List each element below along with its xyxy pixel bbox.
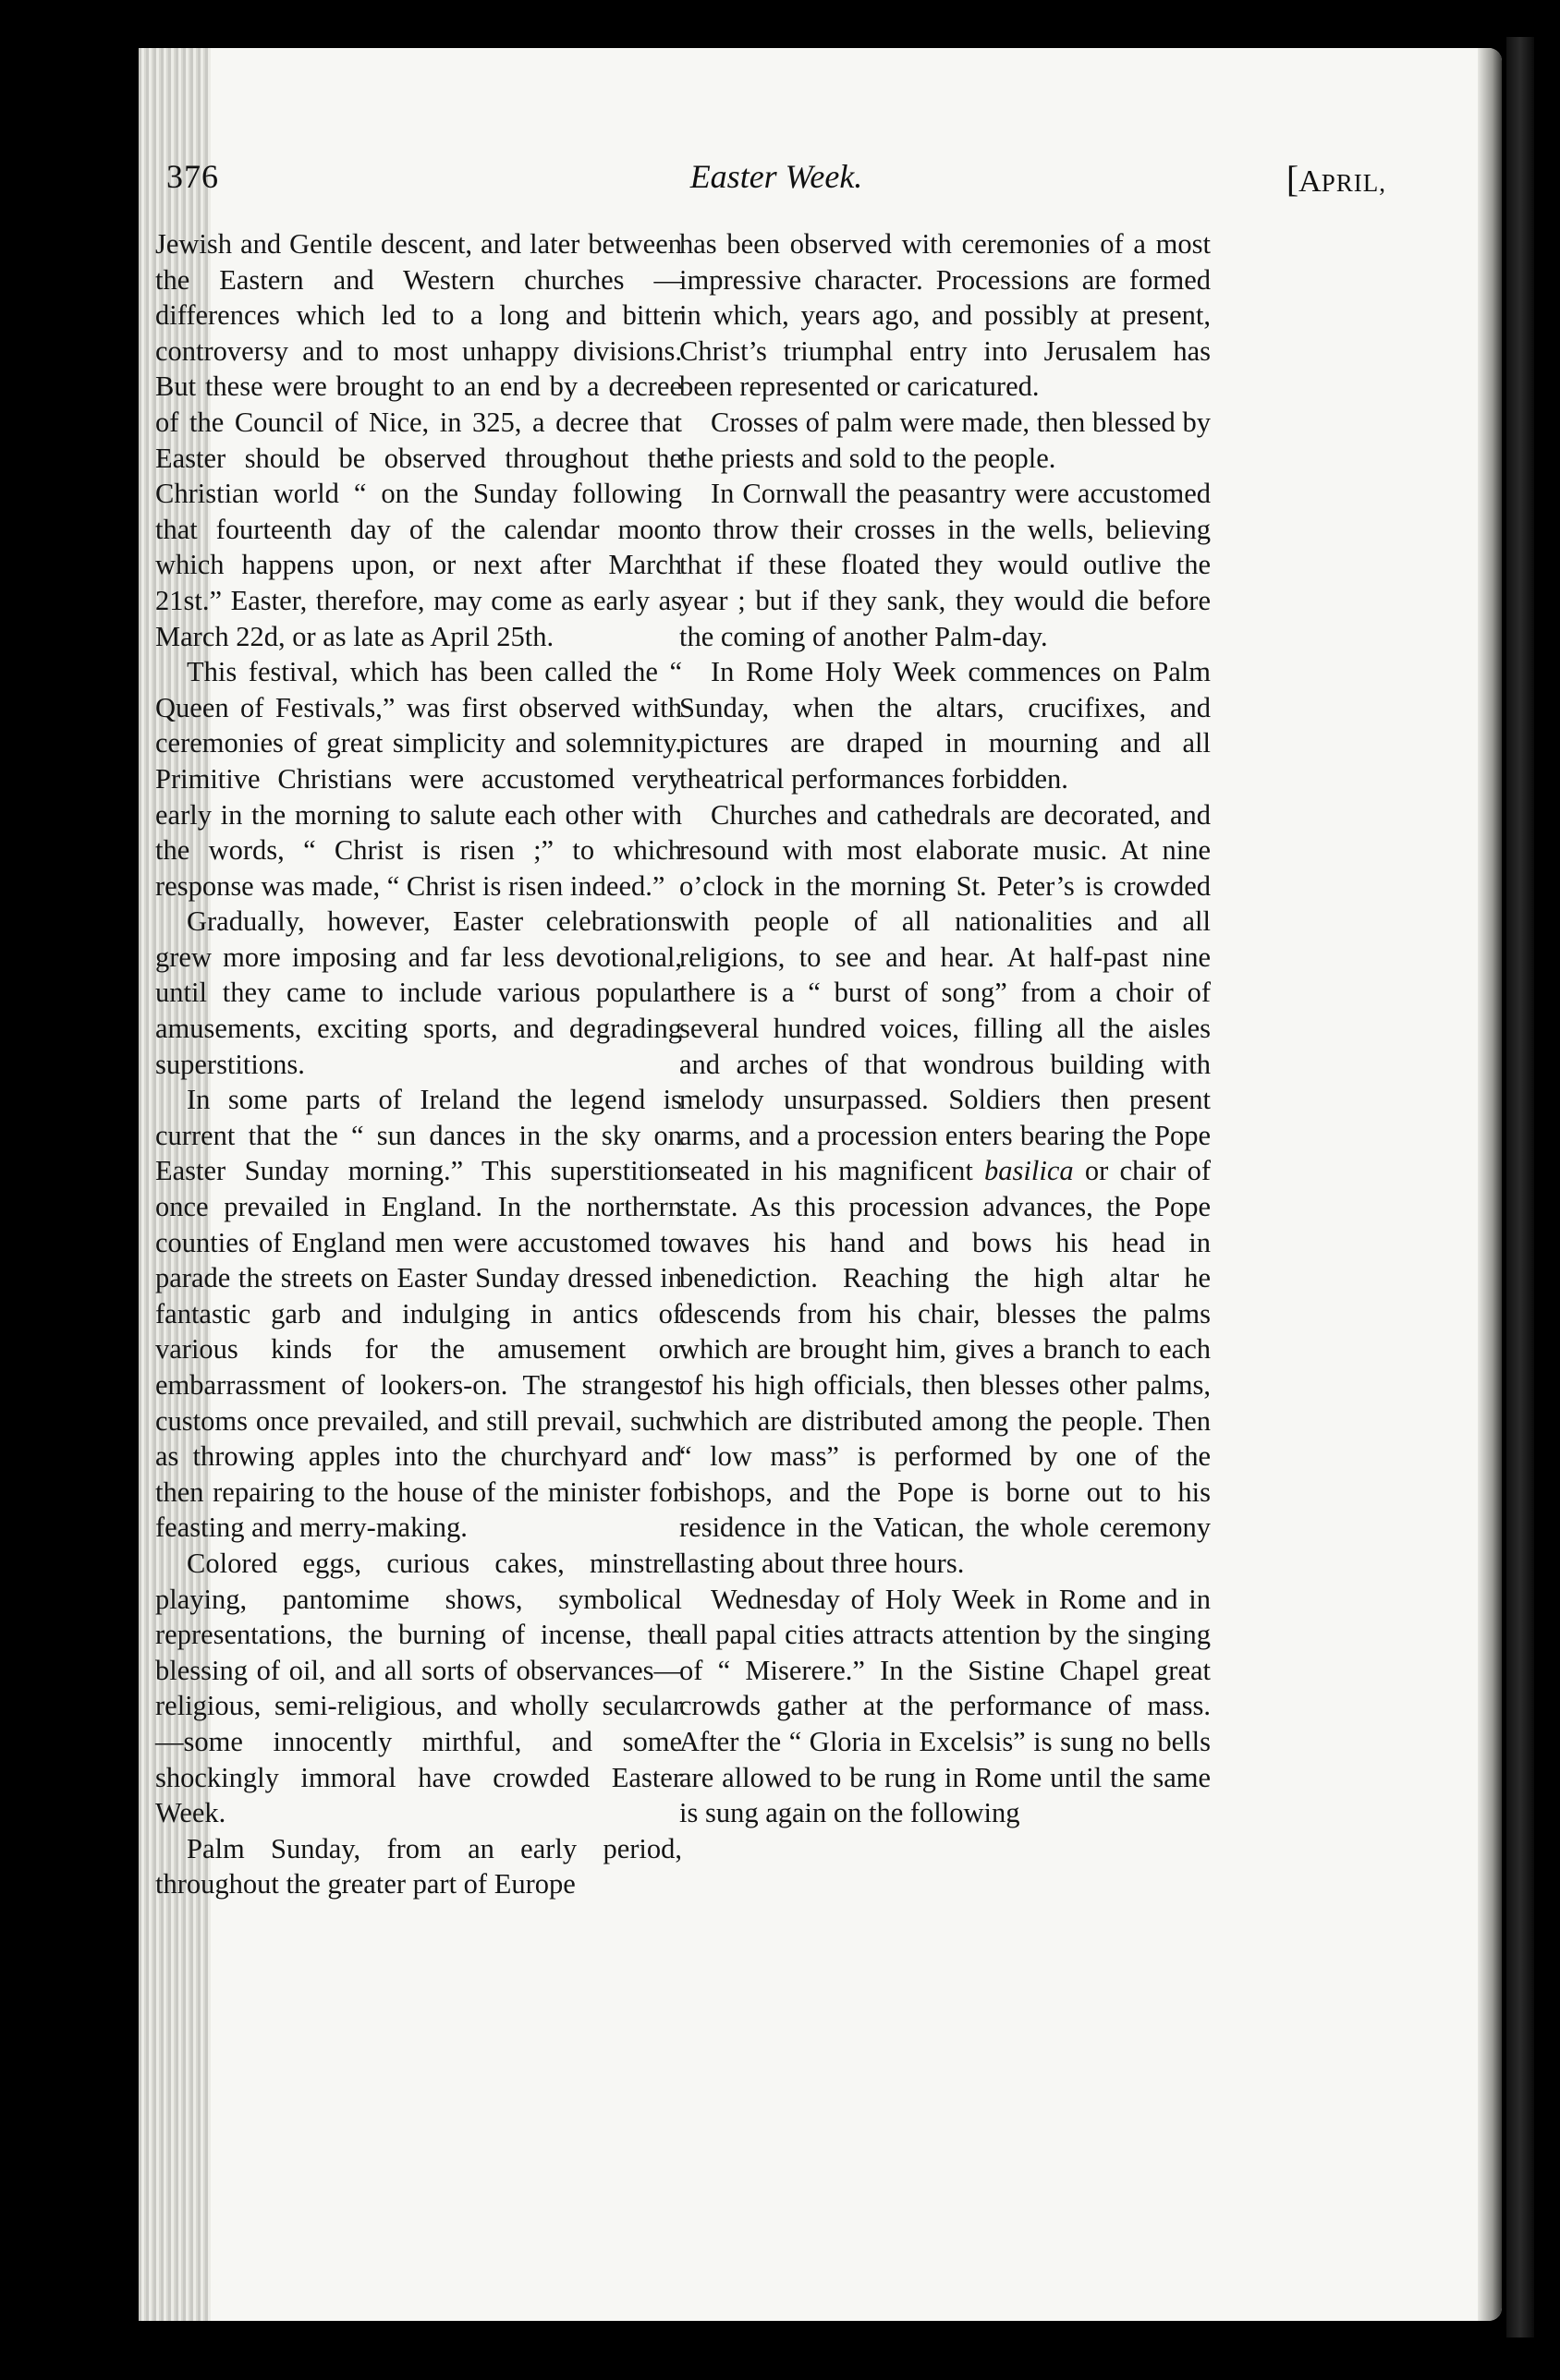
running-date-initial: A	[1298, 164, 1322, 199]
book-spine	[1506, 37, 1534, 2338]
italic-term: basilica	[984, 1155, 1074, 1187]
page-number: 376	[166, 158, 219, 195]
paragraph-text: or chair of state. As this procession advances, the Pope waves his hand and bows his head in benediction. Reaching the high altar he descends from his chair, blesses the palms which are brought him, gives a branch to each of his high officials, then blesses other palms, which are distributed among the people. Then “ low mass” is performed by one of the bishops, and the Pope is borne out to his residence in the Vatican, the whole ceremony lasting about three hours.	[679, 1155, 1212, 1579]
paragraph: Gradually, however, Easter celebrations grew more imposing and far less devotional, until they came to include various popular amusements, exciting sports, and degrading superstitions.	[155, 905, 682, 1080]
paragraph: In Rome Holy Week commences on Palm Sunday, when the altars, crucifixes, and pictures are draped in mourning and all theatrical performances forbidden.	[679, 656, 1211, 795]
paragraph: Colored eggs, curious cakes, minstrel playing, pantomime shows, symbolical representations, the burning of incense, the blessing of oil, and all sorts of observances—religious, semi-religious, and wholly secular—some innocently mirthful, and some shockingly immoral have crowded Easter Week.	[155, 1547, 682, 1829]
paragraph-text: Churches and cathedrals are decorated, and resound with most elaborate music. At nine o’clock in the morning St. Peter’s is crowded with people of all nationalities and all religions, to see and hear. At half-past nine there is a “ burst of song” from a choir of several hundred voices, filling all the aisles and arches of that wondrous building with melody unsurpassed. Soldiers then present arms, and a procession enters bearing the Pope seated in his magnificent	[679, 798, 1211, 1187]
paragraph: In Cornwall the peasantry were accustomed to throw their crosses in the wells, believing that if these floated they would outlive the year ; but if they sank, they would die before the coming of another Palm-day.	[679, 478, 1211, 652]
paragraph	[679, 797, 1211, 1582]
page-edge-right	[1478, 48, 1502, 2321]
running-date-rest: PRIL,	[1321, 169, 1386, 197]
paragraph: In some parts of Ireland the legend is current that the “ sun dances in the sky on Easter Sunday morning.” This superstition once prevailed in England. In the northern counties of England men were accustomed to parade the streets on Easter Sunday dressed in fantastic garb and indulging in antics of various kinds for the amusement or embarrassment of lookers-on. The strangest customs once prevailed, and still prevail, such as throwing apples into the churchyard and then repairing to the house of the minister for feasting and merry-making.	[155, 1084, 682, 1544]
running-date	[1286, 157, 1386, 200]
running-header	[166, 148, 1386, 203]
paragraph: Wednesday of Holy Week in Rome and in all papal cities attracts attention by the singing of “ Miserere.” In the Sistine Chapel great crowds gather at the performance of mass. After the “ Gloria in Excelsis” is sung no bells are allowed to be rung in Rome until the same is sung again on the following	[679, 1583, 1211, 1829]
paragraph: Palm Sunday, from an early period, throughout the greater part of Europe	[155, 1832, 682, 1900]
paragraph: Crosses of palm were made, then blessed by the priests and sold to the people.	[679, 406, 1211, 474]
running-date-bracket: [	[1286, 158, 1299, 200]
paragraph: has been observed with ceremonies of a most impressive character. Processions are formed in which, years ago, and possibly at present, Christ’s triumphal entry into Jerusalem has been represented or caricatured.	[679, 228, 1211, 403]
right-column	[679, 226, 1211, 1831]
paragraph: This festival, which has been called the “ Queen of Festivals,” was first observed with ceremonies of great simplicity and solemnity. Primitive Christians were accustomed very early in the morning to salute each other with the words, “ Christ is risen ;” to which response was made, “ Christ is risen indeed.”	[155, 656, 682, 902]
paragraph: Jewish and Gentile descent, and later between the Eastern and Western churches — differences which led to a long and bitter controversy and to most unhappy divisions. But these were brought to an end by a decree of the Council of Nice, in 325, a decree that Easter should be observed throughout the Christian world “ on the Sunday following that fourteenth day of the calendar moon which happens upon, or next after March 21st.” Easter, therefore, may come as early as March 22d, or as late as April 25th.	[155, 228, 682, 652]
left-column	[155, 226, 682, 1902]
running-title: Easter Week.	[689, 158, 863, 195]
